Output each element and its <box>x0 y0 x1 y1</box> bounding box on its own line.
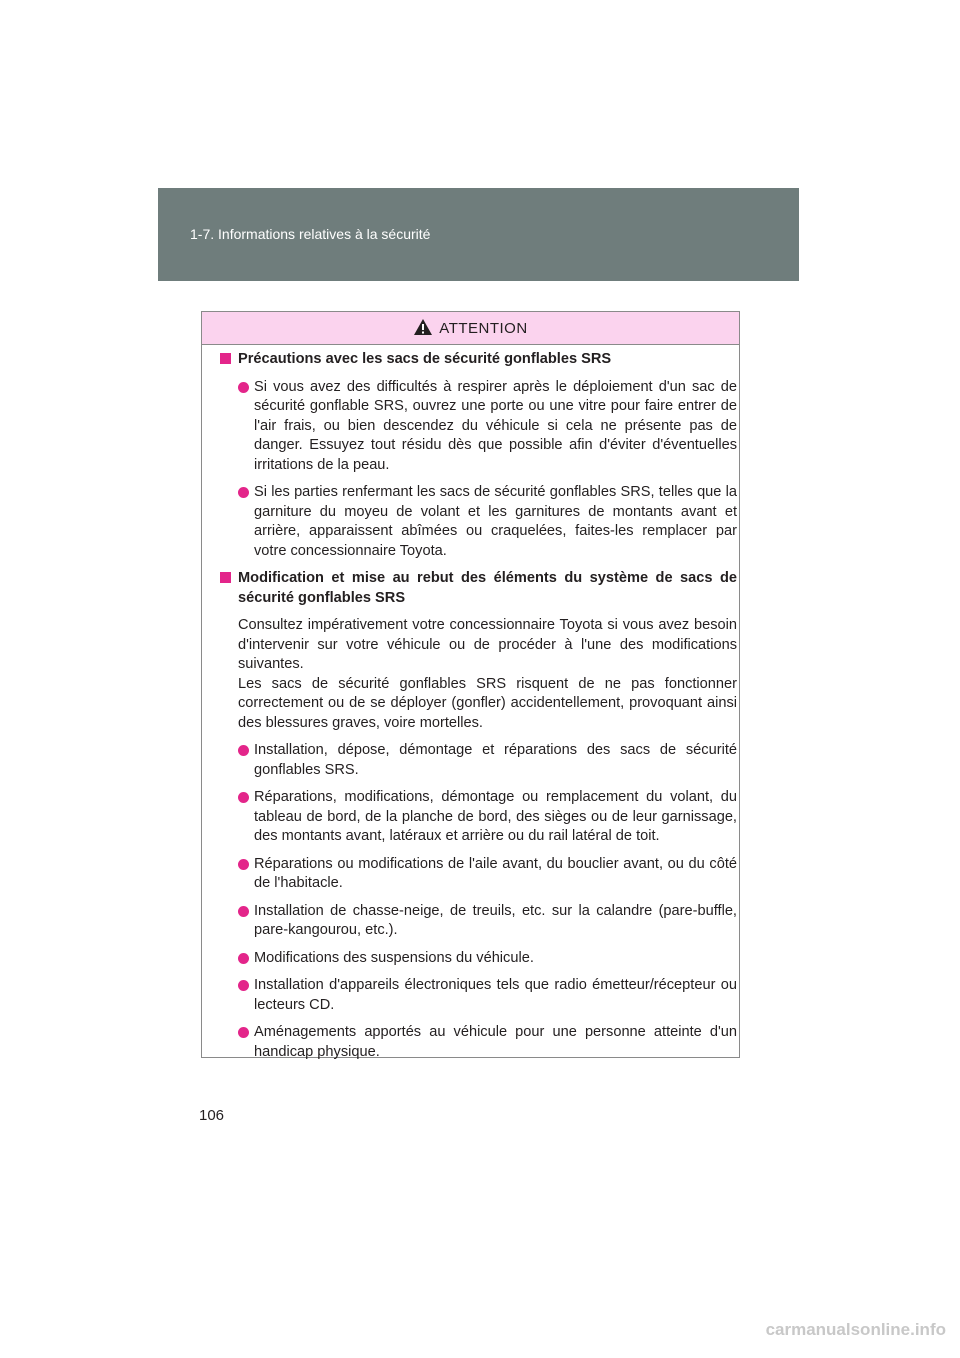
list-item: Réparations, modifications, démontage ou remplacement du volant, du tableau de bord, de la planche de bord, des sièges ou de leur garnissage, des montants avant, latéraux et arrière ou du rail latéral de toit. <box>220 788 737 847</box>
list-item: Installation, dépose, démontage et réparations des sacs de sécurité gonflables SRS. <box>220 741 737 780</box>
section-title: Précautions avec les sacs de sécurité gonflables SRS <box>238 351 612 367</box>
section-intro: Consultez impérativement votre concessionnaire Toyota si vous avez besoin d'intervenir sur votre véhicule ou de procéder à l'une des modifications suivantes. Les sacs de sécurité gonflables SRS risquent de ne pas fonctionner correctement ou de se déployer (gonfler) accidentellement, provoquant ainsi des blessures graves, voire mortelles. <box>238 617 737 731</box>
bullet-icon <box>238 906 249 917</box>
attention-title: ATTENTION <box>439 319 528 337</box>
list-item: Installation de chasse-neige, de treuils, etc. sur la calandre (pare-buffle, pare-kangourou, etc.). <box>220 902 737 941</box>
section-label: 1-7. Informations relatives à la sécurité <box>190 226 431 242</box>
list-item: Si les parties renfermant les sacs de sécurité gonflables SRS, telles que la garniture du moyeu de volant et les garnitures de montants avant et arrière, apparaissent abîmées ou craquelées, faites-les remplacer par votre concessionnaire Toyota. <box>220 483 737 561</box>
list-item: Si vous avez des difficultés à respirer après le déploiement d'un sac de sécurité gonflable SRS, ouvrez une porte ou une vitre pour faire entrer de l'air frais, ou bien descendez du véhicule si cela ne présente pas de danger. Essuyez tout résidu dès que possible afin d'éviter d'éventuelles irritations de la peau. <box>220 378 737 476</box>
bullet-icon <box>238 792 249 803</box>
square-bullet-icon <box>220 353 231 364</box>
list-item: Modifications des suspensions du véhicule. <box>220 949 737 969</box>
warning-triangle-icon <box>413 318 433 336</box>
section-heading <box>220 350 737 370</box>
list-item: Installation d'appareils électroniques tels que radio émetteur/récepteur ou lecteurs CD. <box>220 976 737 1015</box>
section-title: Modification et mise au rebut des éléments du système de sacs de sécurité gonflables SRS <box>238 570 737 606</box>
bullet-icon <box>238 487 249 498</box>
bullet-icon <box>238 859 249 870</box>
square-bullet-icon <box>220 572 231 583</box>
bullet-icon <box>238 745 249 756</box>
page-number: 106 <box>199 1107 225 1124</box>
watermark: carmanualsonline.info <box>765 1320 946 1339</box>
attention-box <box>201 311 740 1058</box>
section-heading <box>220 569 737 608</box>
bullet-icon <box>238 980 249 991</box>
chapter-header <box>158 188 799 281</box>
bullet-icon <box>238 953 249 964</box>
bullet-icon <box>238 1027 249 1038</box>
bullet-icon <box>238 382 249 393</box>
list-item: Aménagements apportés au véhicule pour une personne atteinte d'un handicap physique. <box>220 1023 737 1062</box>
attention-header <box>202 312 739 345</box>
attention-content <box>220 350 737 1070</box>
list-item: Réparations ou modifications de l'aile avant, du bouclier avant, ou du côté de l'habitacle. <box>220 855 737 894</box>
